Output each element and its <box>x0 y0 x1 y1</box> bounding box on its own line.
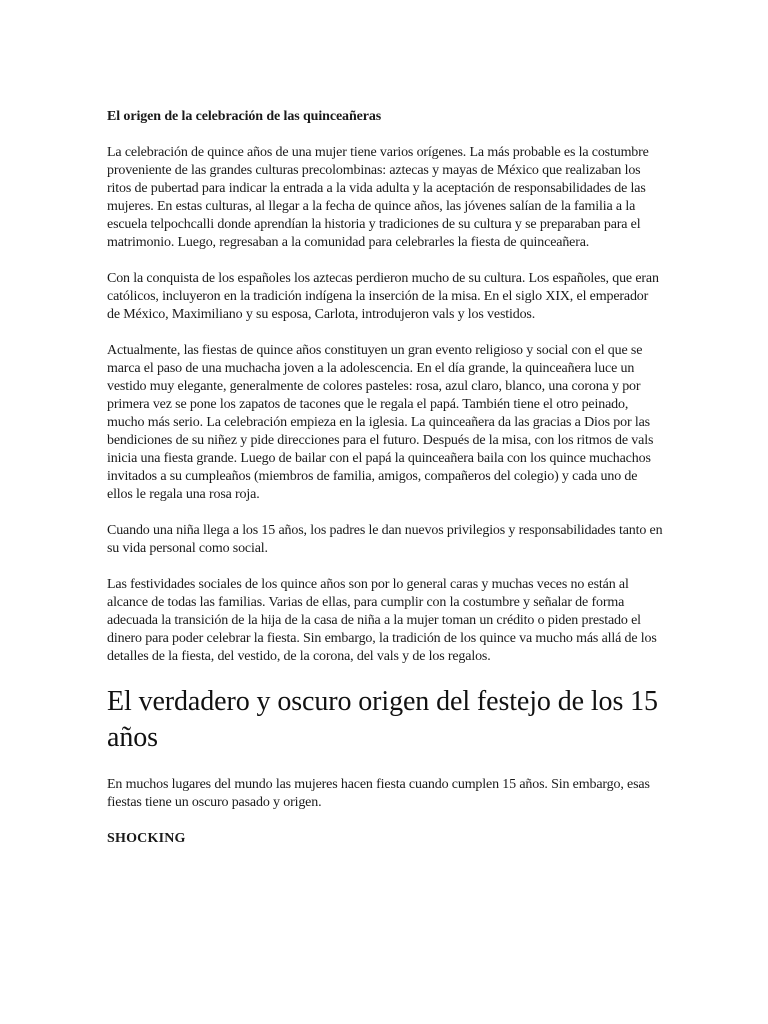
closing-label: SHOCKING <box>107 831 186 846</box>
paragraph-festivities: Las festividades sociales de los quince años son por lo general caras y muchas veces no están al alcance de todas las familias. Varias de ellas, para cumplir con la costumbre y señalar de forma adecuada la transición de la hija de la casa de niña a la mujer toman un crédito o piden prestado el dinero para poder celebrar la fiesta. Sin embargo, la tradición de los quince va mucho más allá de los detalles de la fiesta, del vestido, de la corona, del vals y de los regalos. <box>107 577 657 664</box>
main-heading: El verdadero y oscuro origen del festejo de los 15 años <box>107 686 658 753</box>
paragraph-privileges: Cuando una niña llega a los 15 años, los padres le dan nuevos privilegios y responsabilidades tanto en su vida personal como social. <box>107 523 663 556</box>
paragraph-origins: La celebración de quince años de una mujer tiene varios orígenes. La más probable es la costumbre proveniente de las grandes culturas precolombinas: aztecas y mayas de México que realizaban los ritos de pubertad para indicar la entrada a la vida adulta y la aceptación de responsabilidades de las mujeres. En estas culturas, al llegar a la fecha de quince años, las jóvenes salían de la familia a la escuela telpochcalli donde aprendían la historia y tradiciones de su cultura y se preparaban para el matrimonio. Luego, regresaban a la comunidad para celebrarles la fiesta de quinceañera. <box>107 145 649 250</box>
document-page <box>107 108 663 848</box>
section-title: El origen de la celebración de las quinceañeras <box>107 109 382 124</box>
paragraph-today: Actualmente, las fiestas de quince años constituyen un gran evento religioso y social con el que se marca el paso de una muchacha joven a la adolescencia. En el día grande, la quinceañera luce un vestido muy elegante, generalmente de colores pasteles: rosa, azul claro, blanco, una corona y por primera vez se pone los zapatos de tacones que le regala el papá. También tiene el otro peinado, mucho más serio. La celebración empieza en la iglesia. La quinceañera da las gracias a Dios por las bendiciones de su niñez y pide direcciones para el futuro. Después de la misa, con los ritmos de vals inicia una fiesta grande. Luego de bailar con el papá la quinceañera baila con los quince muchachos invitados a su cumpleaños (miembros de familia, amigos, compañeros del colegio) y cada uno de ellos le regala una rosa roja. <box>107 343 654 502</box>
paragraph-conquest: Con la conquista de los españoles los aztecas perdieron mucho de su cultura. Los españoles, que eran católicos, incluyeron en la tradición indígena la inserción de la misa. En el siglo XIX, el emperador de México, Maximiliano y su esposa, Carlota, introdujeron vals y los vestidos. <box>107 271 659 322</box>
heading-paragraph: En muchos lugares del mundo las mujeres hacen fiesta cuando cumplen 15 años. Sin embargo, esas fiestas tiene un oscuro pasado y origen. <box>107 777 650 810</box>
